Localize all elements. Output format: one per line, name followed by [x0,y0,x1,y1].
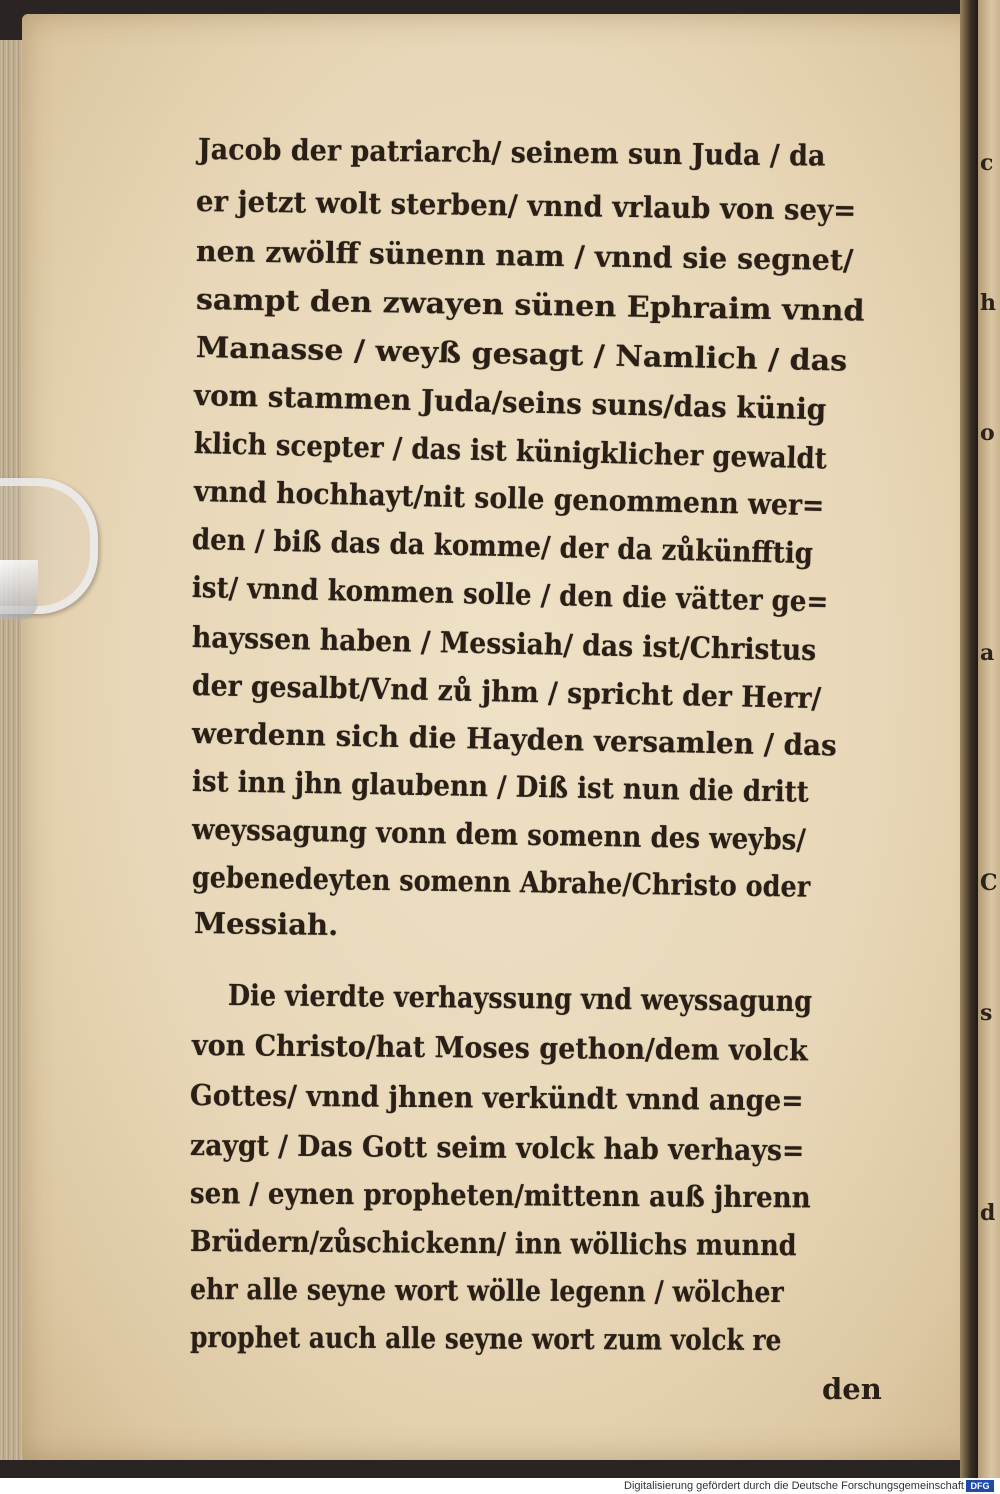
book-gutter [960,0,978,1478]
text-line: Die vierdte verhayssung vnd weyssagung [227,978,813,1019]
text-line: Jacob der patriarch/ seinem sun Juda / da [197,132,826,173]
page-clip-shine [0,560,38,620]
text-line: vom stammen Juda/seins suns/das künig [193,378,827,427]
text-line: zaygt / Das Gott seim volck hab verhays= [189,1128,805,1168]
text-line: der gesalbt/Vnd zů jhm / spricht der Herr/ [191,668,822,716]
text-line: nen zwölff sünenn nam / vnnd sie segnet/ [195,234,854,278]
text-line: den / biß das da komme/ der da zůkünfftig [191,522,814,571]
text-line: er jetzt wolt sterben/ vnnd vrlaub von sey= [195,184,857,228]
text-line: sen / eynen propheten/mittenn auß jhrenn [189,1176,811,1215]
text-line: von Christo/hat Moses gethon/dem volck [191,1028,808,1068]
text-line: Messiah. [193,906,339,943]
facing-page-fragment: c h o a C s d [978,0,1000,1478]
text-line: Manasse / weyß gesagt / Namlich / das [195,330,848,378]
text-line: prophet auch alle seyne wort zum volck re [189,1320,782,1358]
text-line: gebenedeyten somenn Abrahe/Christo oder [191,860,811,904]
text-line: sampt den zwayen sünen Ephraim vnnd [195,282,865,328]
text-line: ist inn jhn glaubenn / Diß ist nun die dritt [191,764,810,809]
text-line: klich scepter / das ist künigklicher gewaldt [193,426,828,476]
digitization-footer [0,1478,1000,1494]
text-line: Gottes/ vnnd jhnen verkündt vnnd ange= [189,1078,804,1118]
text-line: vnnd hochhayt/nit solle genommenn wer= [193,474,825,523]
catchword: den [822,1372,882,1406]
text-line: ehr alle seyne wort wölle legenn / wölcher [189,1272,784,1310]
text-line: ist/ vnnd kommen solle / den die vätter ge= [191,570,829,619]
text-line: hayssen haben / Messiah/ das ist/Christus [191,620,817,668]
text-line: weyssagung vonn dem somenn des weybs/ [191,812,807,857]
text-line: Brüdern/zůschickenn/ inn wöllichs munnd [189,1224,797,1263]
dfg-logo: DFG [966,1480,994,1492]
text-line: werdenn sich die Hayden versamlen / das [191,716,838,763]
funding-notice: Digitalisierung gefördert durch die Deutsche Forschungsgemeinschaft [624,1480,964,1492]
